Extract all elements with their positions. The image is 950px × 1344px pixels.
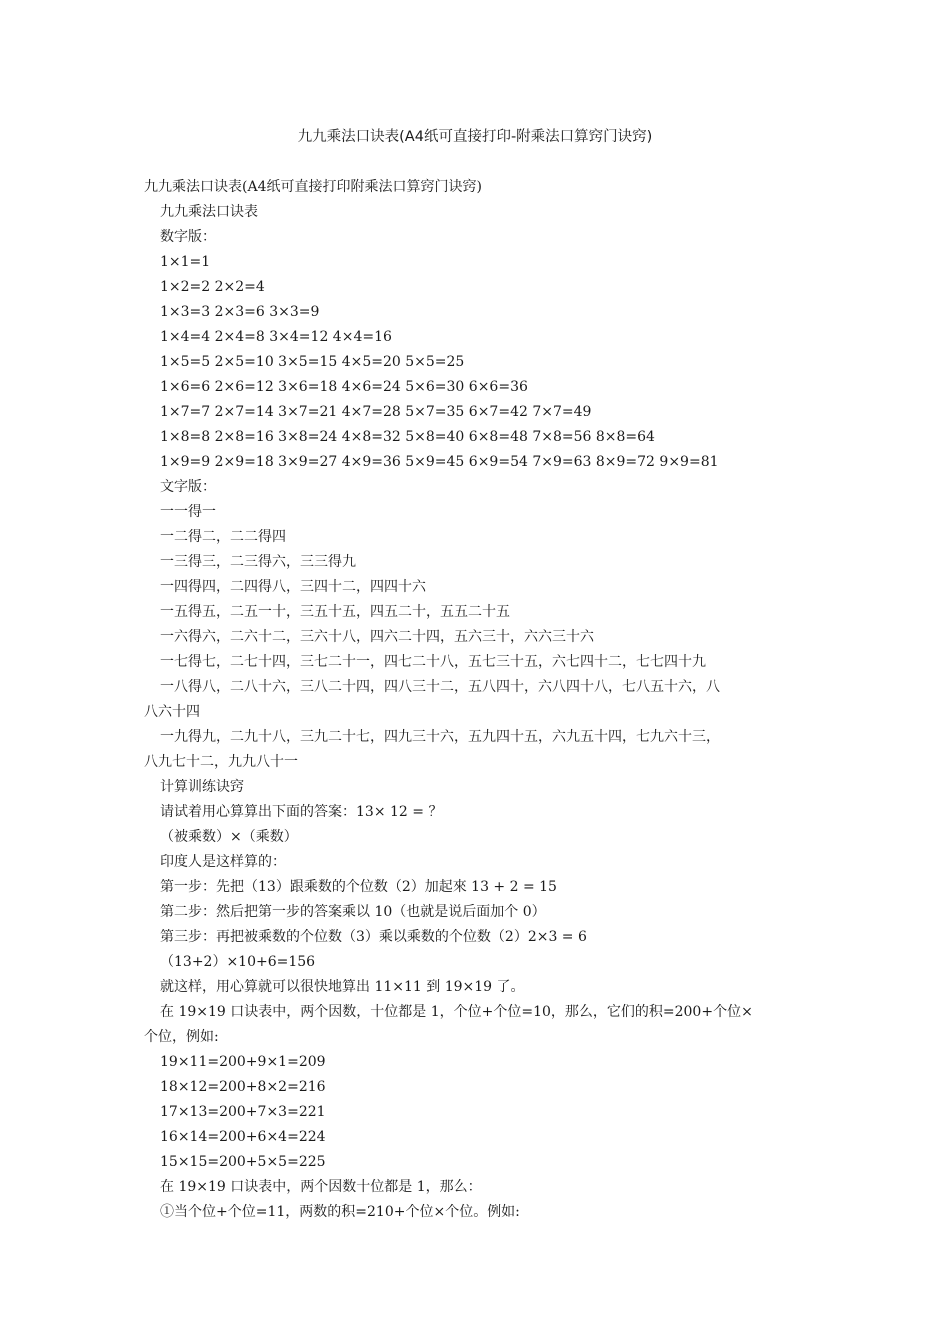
text-line: 18×12=200+8×2=216: [160, 1079, 326, 1095]
text-line: 一六得六，二六十二，三六十八，四六二十四，五六三十，六六三十六: [160, 629, 594, 645]
text-line: 第二步：然后把第一步的答案乘以 10（也就是说后面加个 0）: [160, 904, 546, 920]
text-line: 1×3=3 2×3=6 3×3=9: [160, 304, 320, 320]
text-line: 第一步：先把（13）跟乘数的个位数（2）加起來 13 + 2 = 15: [160, 879, 557, 895]
text-line: 1×2=2 2×2=4: [160, 279, 265, 295]
text-line: 1×4=4 2×4=8 3×4=12 4×4=16: [160, 329, 392, 345]
text-line: 19×11=200+9×1=209: [160, 1054, 326, 1070]
text-line: 1×7=7 2×7=14 3×7=21 4×7=28 5×7=35 6×7=42 7×7=49: [160, 404, 592, 420]
text-line: 1×5=5 2×5=10 3×5=15 4×5=20 5×5=25: [160, 354, 465, 370]
text-line: 15×15=200+5×5=225: [160, 1154, 326, 1170]
text-line: 一五得五，二五一十，三五十五，四五二十，五五二十五: [160, 604, 510, 620]
text-line: 1×1=1: [160, 254, 211, 270]
text-line: 个位，例如:: [144, 1029, 219, 1045]
text-line: 17×13=200+7×3=221: [160, 1104, 326, 1120]
text-line: 一四得四，二四得八，三四十二，四四十六: [160, 579, 426, 595]
text-line: 1×8=8 2×8=16 3×8=24 4×8=32 5×8=40 6×8=48 7×8=56 8×8=64: [160, 429, 655, 445]
text-line: ①当个位+个位=11，两数的积=210+个位×个位。例如:: [160, 1204, 520, 1220]
text-line: 一九得九，二九十八，三九二十七，四九三十六，五九四十五，六九五十四，七九六十三，: [160, 729, 720, 745]
text-line: 一二得二，二二得四: [160, 529, 286, 545]
text-line: 16×14=200+6×4=224: [160, 1129, 326, 1145]
document-body: [144, 175, 806, 1225]
text-line: 第三步：再把被乘数的个位数（3）乘以乘数的个位数（2）2×3 = 6: [160, 929, 587, 945]
page-title: 九九乘法口诀表(A4纸可直接打印-附乘法口算窍门诀窍): [297, 129, 653, 145]
text-line: 九九乘法口诀表(A4纸可直接打印附乘法口算窍门诀窍): [144, 179, 482, 195]
text-line: （13+2）×10+6=156: [160, 954, 316, 970]
text-line: （被乘数）×（乘数）: [160, 829, 298, 845]
text-line: 1×9=9 2×9=18 3×9=27 4×9=36 5×9=45 6×9=54 7×9=63 8×9=72 9×9=81: [160, 454, 719, 470]
text-line: 八九七十二，九九八十一: [144, 754, 298, 770]
text-line: 就这样，用心算就可以很快地算出 11×11 到 19×19 了。: [160, 979, 525, 995]
text-line: 印度人是这样算的：: [160, 854, 286, 870]
text-line: 八六十四: [144, 704, 200, 720]
text-line: 在 19×19 口诀表中，两个因数十位都是 1，那么：: [160, 1179, 482, 1195]
text-line: 在 19×19 口诀表中，两个因数，十位都是 1，个位+个位=10，那么，它们的积=200+个位×: [160, 1004, 753, 1020]
text-line: 数字版：: [160, 229, 216, 245]
text-line: 九九乘法口诀表: [160, 204, 258, 220]
text-line: 一三得三，二三得六，三三得九: [160, 554, 356, 570]
text-line: 一七得七，二七十四，三七二十一，四七二十八，五七三十五，六七四十二，七七四十九: [160, 654, 706, 670]
text-line: 1×6=6 2×6=12 3×6=18 4×6=24 5×6=30 6×6=36: [160, 379, 528, 395]
text-line: 文字版：: [160, 479, 216, 495]
text-line: 请试着用心算算出下面的答案：13× 12 = ？: [160, 804, 443, 820]
text-line: 一八得八，二八十六，三八二十四，四八三十二，五八四十，六八四十八，七八五十六，八: [160, 679, 720, 695]
text-line: 一一得一: [160, 504, 216, 520]
text-line: 计算训练诀窍: [160, 779, 244, 795]
